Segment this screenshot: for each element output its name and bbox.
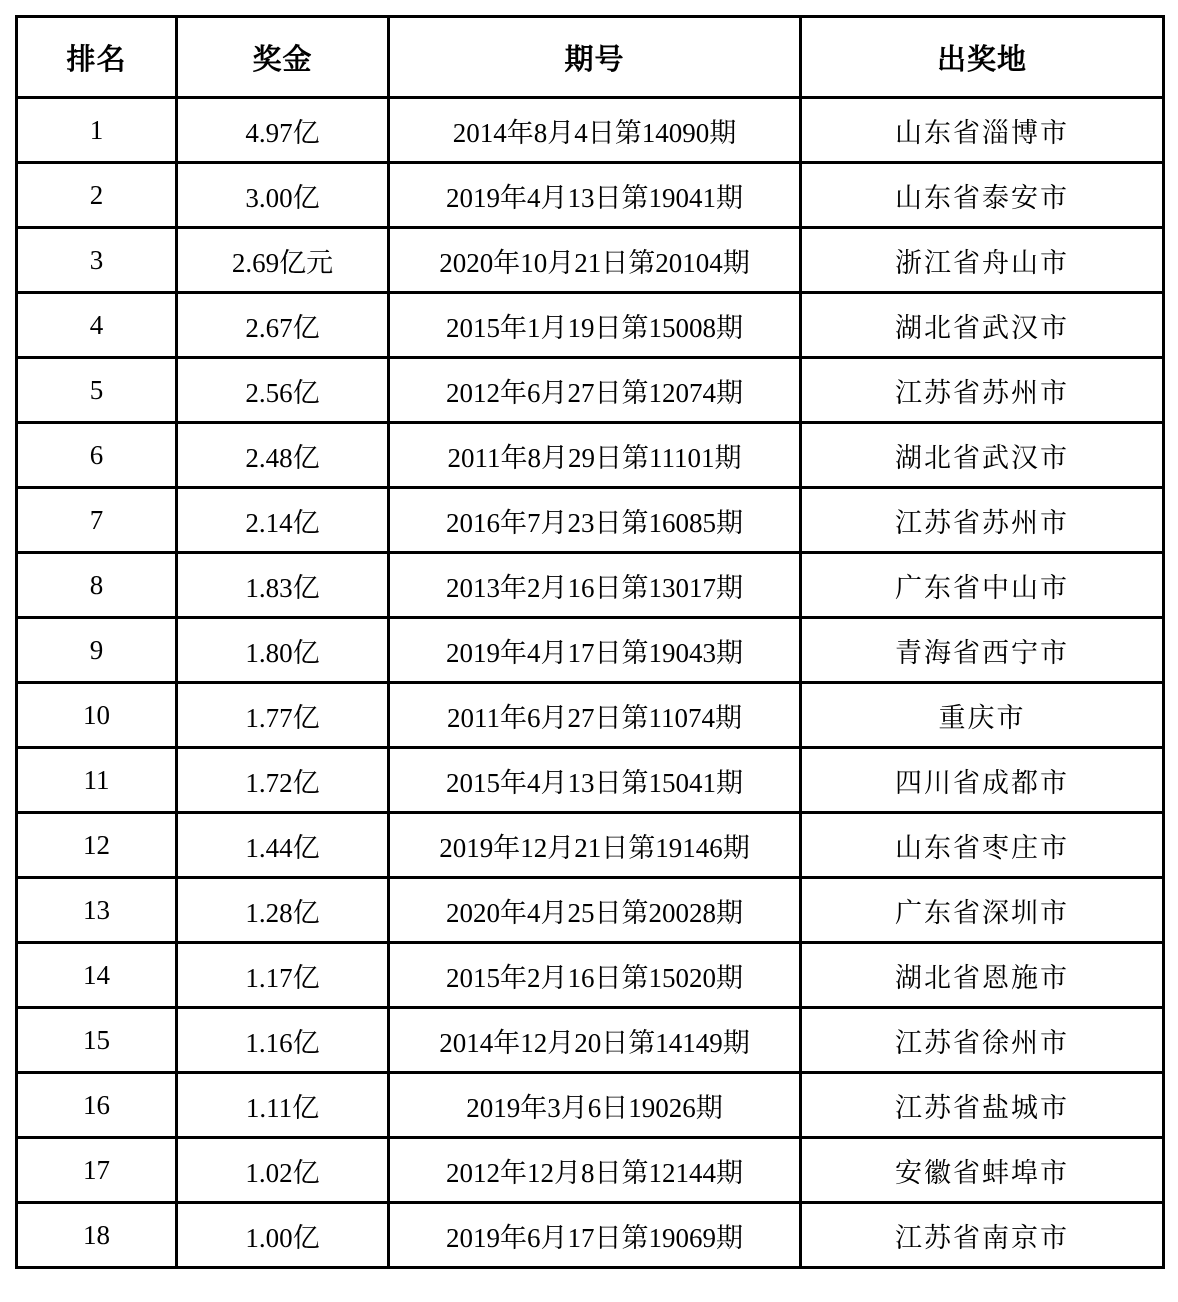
table-row [17, 488, 1164, 553]
location-cell: 重庆市 [801, 683, 1164, 748]
table-row [17, 98, 1164, 163]
location-cell: 湖北省武汉市 [801, 423, 1164, 488]
issue-cell: 2019年3月6日19026期 [389, 1073, 801, 1138]
prize-cell: 1.02亿 [177, 1138, 389, 1203]
location-cell: 四川省成都市 [801, 748, 1164, 813]
prize-ranking-table [15, 15, 1165, 1269]
table-row [17, 163, 1164, 228]
header-prize: 奖金 [177, 17, 389, 98]
rank-cell: 5 [17, 358, 177, 423]
table-row [17, 553, 1164, 618]
location-cell: 湖北省恩施市 [801, 943, 1164, 1008]
rank-cell: 9 [17, 618, 177, 683]
prize-cell: 1.16亿 [177, 1008, 389, 1073]
location-cell: 山东省枣庄市 [801, 813, 1164, 878]
rank-cell: 17 [17, 1138, 177, 1203]
prize-cell: 1.72亿 [177, 748, 389, 813]
prize-cell: 1.00亿 [177, 1203, 389, 1268]
table-row [17, 358, 1164, 423]
issue-cell: 2015年1月19日第15008期 [389, 293, 801, 358]
location-cell: 江苏省南京市 [801, 1203, 1164, 1268]
issue-cell: 2016年7月23日第16085期 [389, 488, 801, 553]
issue-cell: 2014年8月4日第14090期 [389, 98, 801, 163]
rank-cell: 15 [17, 1008, 177, 1073]
prize-cell: 1.80亿 [177, 618, 389, 683]
table-row [17, 423, 1164, 488]
location-cell: 江苏省盐城市 [801, 1073, 1164, 1138]
prize-cell: 1.17亿 [177, 943, 389, 1008]
rank-cell: 11 [17, 748, 177, 813]
table-row [17, 943, 1164, 1008]
location-cell: 浙江省舟山市 [801, 228, 1164, 293]
rank-cell: 3 [17, 228, 177, 293]
issue-cell: 2013年2月16日第13017期 [389, 553, 801, 618]
rank-cell: 8 [17, 553, 177, 618]
rank-cell: 16 [17, 1073, 177, 1138]
prize-cell: 3.00亿 [177, 163, 389, 228]
rank-cell: 4 [17, 293, 177, 358]
issue-cell: 2019年4月17日第19043期 [389, 618, 801, 683]
header-row [17, 17, 1164, 98]
issue-cell: 2015年2月16日第15020期 [389, 943, 801, 1008]
table-row [17, 228, 1164, 293]
rank-cell: 14 [17, 943, 177, 1008]
table-row [17, 1138, 1164, 1203]
rank-cell: 7 [17, 488, 177, 553]
prize-cell: 1.44亿 [177, 813, 389, 878]
table-row [17, 293, 1164, 358]
table-header [17, 17, 1164, 98]
table-row [17, 618, 1164, 683]
prize-cell: 2.48亿 [177, 423, 389, 488]
prize-cell: 2.69亿元 [177, 228, 389, 293]
table-row [17, 683, 1164, 748]
table-row [17, 1008, 1164, 1073]
table-row [17, 748, 1164, 813]
header-issue: 期号 [389, 17, 801, 98]
location-cell: 湖北省武汉市 [801, 293, 1164, 358]
location-cell: 江苏省苏州市 [801, 488, 1164, 553]
issue-cell: 2012年12月8日第12144期 [389, 1138, 801, 1203]
issue-cell: 2019年6月17日第19069期 [389, 1203, 801, 1268]
rank-cell: 6 [17, 423, 177, 488]
location-cell: 山东省淄博市 [801, 98, 1164, 163]
issue-cell: 2020年4月25日第20028期 [389, 878, 801, 943]
rank-cell: 1 [17, 98, 177, 163]
location-cell: 广东省中山市 [801, 553, 1164, 618]
prize-cell: 2.56亿 [177, 358, 389, 423]
rank-cell: 18 [17, 1203, 177, 1268]
location-cell: 江苏省徐州市 [801, 1008, 1164, 1073]
header-location: 出奖地 [801, 17, 1164, 98]
prize-cell: 2.14亿 [177, 488, 389, 553]
location-cell: 山东省泰安市 [801, 163, 1164, 228]
issue-cell: 2015年4月13日第15041期 [389, 748, 801, 813]
issue-cell: 2019年12月21日第19146期 [389, 813, 801, 878]
issue-cell: 2012年6月27日第12074期 [389, 358, 801, 423]
issue-cell: 2020年10月21日第20104期 [389, 228, 801, 293]
issue-cell: 2019年4月13日第19041期 [389, 163, 801, 228]
table-row [17, 1203, 1164, 1268]
rank-cell: 13 [17, 878, 177, 943]
prize-cell: 1.28亿 [177, 878, 389, 943]
table-row [17, 878, 1164, 943]
location-cell: 广东省深圳市 [801, 878, 1164, 943]
location-cell: 青海省西宁市 [801, 618, 1164, 683]
location-cell: 安徽省蚌埠市 [801, 1138, 1164, 1203]
prize-cell: 2.67亿 [177, 293, 389, 358]
rank-cell: 2 [17, 163, 177, 228]
prize-cell: 1.83亿 [177, 553, 389, 618]
prize-cell: 1.77亿 [177, 683, 389, 748]
issue-cell: 2011年8月29日第11101期 [389, 423, 801, 488]
table-row [17, 813, 1164, 878]
location-cell: 江苏省苏州市 [801, 358, 1164, 423]
header-rank: 排名 [17, 17, 177, 98]
issue-cell: 2011年6月27日第11074期 [389, 683, 801, 748]
issue-cell: 2014年12月20日第14149期 [389, 1008, 801, 1073]
prize-cell: 4.97亿 [177, 98, 389, 163]
table-row [17, 1073, 1164, 1138]
prize-cell: 1.11亿 [177, 1073, 389, 1138]
rank-cell: 10 [17, 683, 177, 748]
rank-cell: 12 [17, 813, 177, 878]
table-body [17, 98, 1164, 1268]
